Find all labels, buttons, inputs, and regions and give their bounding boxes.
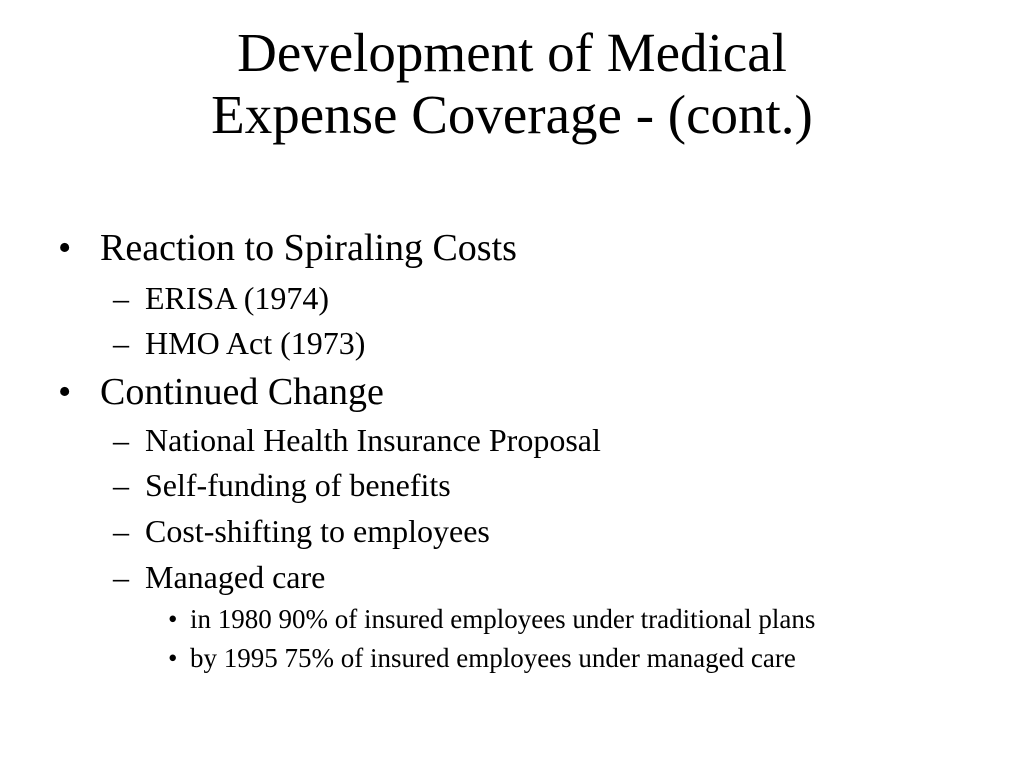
- dash-marker: –: [113, 513, 129, 549]
- bullet-marker: •: [58, 371, 72, 413]
- dash-marker: –: [113, 422, 129, 458]
- sub-item: Cost-shifting to employees: [145, 513, 490, 549]
- sub-item: Self-funding of benefits: [145, 467, 451, 503]
- sub-item: HMO Act (1973): [145, 325, 366, 361]
- sub-item: National Health Insurance Proposal: [145, 422, 601, 458]
- sub-item: ERISA (1974): [145, 280, 329, 316]
- slide-title: [0, 22, 1024, 146]
- dash-marker: –: [113, 467, 129, 503]
- sub-bullet-marker: •: [168, 643, 178, 673]
- title-line-2: Expense Coverage - (cont.): [211, 84, 813, 145]
- bullet-item: Continued Change: [100, 371, 384, 413]
- bullet-marker: •: [58, 227, 72, 269]
- sub-sub-item: by 1995 75% of insured employees under managed care: [190, 643, 796, 673]
- dash-marker: –: [113, 559, 129, 595]
- sub-sub-item: in 1980 90% of insured employees under traditional plans: [190, 604, 816, 634]
- title-line-1: Development of Medical: [237, 22, 787, 83]
- sub-bullet-marker: •: [168, 604, 178, 634]
- dash-marker: –: [113, 280, 129, 316]
- sub-item: Managed care: [145, 559, 326, 595]
- dash-marker: –: [113, 325, 129, 361]
- bullet-item: Reaction to Spiraling Costs: [100, 227, 517, 269]
